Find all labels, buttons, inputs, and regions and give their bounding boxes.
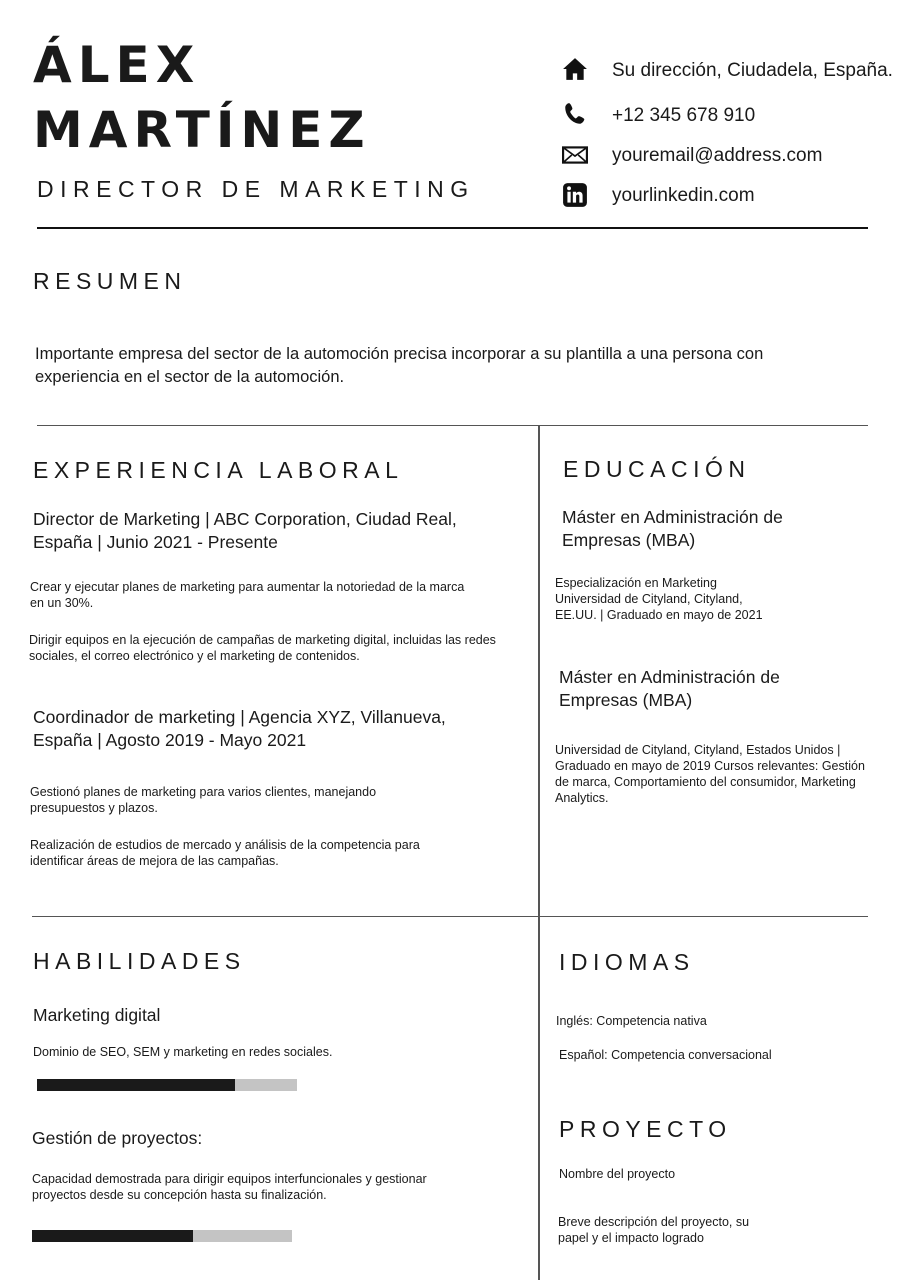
skills-heading: HABILIDADES — [33, 948, 246, 974]
address: Su dirección, Ciudadela, España. — [612, 60, 893, 81]
project-name: Nombre del proyecto — [559, 1167, 676, 1181]
header-divider — [37, 227, 868, 229]
job-bullet: Dirigir equipos en la ejecución de campañas de marketing digital, incluidas las redes sociales, el correo electrónico y el marketing de contenidos. — [29, 633, 496, 663]
job-title-2: Coordinador de marketing | Agencia XYZ, Villanueva, España | Agosto 2019 - Mayo 2021 — [33, 707, 446, 750]
email: youremail@address.com — [612, 145, 823, 166]
job-bullet: Crear y ejecutar planes de marketing para aumentar la notoriedad de la marca en un 30%. — [30, 580, 465, 610]
job-bullet: Realización de estudios de mercado y análisis de la competencia para identificar áreas de mejora de las campañas. — [30, 838, 420, 868]
skill-level-bar — [32, 1230, 292, 1242]
language-item: Inglés: Competencia nativa — [556, 1014, 707, 1028]
skill-description: Capacidad demostrada para dirigir equipos interfuncionales y gestionar proyectos desde su concepción hasta su finalización. — [32, 1172, 427, 1202]
divider — [32, 916, 868, 917]
degree-details: Especialización en Marketing Universidad de Cityland, Cityland, EE.UU. | Graduado en mayo de 2021 — [555, 576, 763, 622]
linkedin-icon — [562, 182, 588, 208]
degree-details: Universidad de Cityland, Cityland, Estados Unidos | Graduado en mayo de 2019 Cursos relevantes: Gestión de marca, Comportamiento del consumidor, Marketing Analytics. — [555, 743, 865, 805]
email-icon — [562, 142, 588, 168]
summary-heading: RESUMEN — [33, 268, 187, 294]
degree-1: Máster en Administración de Empresas (MBA) — [562, 507, 783, 550]
experience-heading: EXPERIENCIA LABORAL — [33, 457, 404, 483]
skill-level-bar — [37, 1079, 297, 1091]
skill-name: Marketing digital — [33, 1005, 161, 1025]
home-icon — [562, 56, 588, 82]
skill-level-fill — [37, 1079, 235, 1091]
skill-description: Dominio de SEO, SEM y marketing en redes sociales. — [33, 1045, 333, 1059]
job-title-1: Director de Marketing | ABC Corporation, Ciudad Real, España | Junio 2021 - Presente — [33, 509, 457, 552]
divider — [37, 425, 868, 426]
education-heading: EDUCACIÓN — [563, 456, 751, 482]
project-description: Breve descripción del proyecto, su papel y el impacto logrado — [558, 1215, 750, 1245]
linkedin: yourlinkedin.com — [612, 185, 755, 206]
summary-text: Importante empresa del sector de la automoción precisa incorporar a su plantilla a una persona con experiencia en el sector de la automoción. — [35, 345, 764, 386]
degree-2: Máster en Administración de Empresas (MBA) — [559, 667, 780, 710]
language-item: Español: Competencia conversacional — [559, 1048, 772, 1062]
languages-heading: IDIOMAS — [559, 949, 695, 975]
job-title: DIRECTOR DE MARKETING — [37, 176, 475, 202]
skill-name: Gestión de proyectos: — [32, 1128, 203, 1148]
first-name: ÁLEX — [33, 36, 201, 94]
job-bullet: Gestionó planes de marketing para varios clientes, manejando presupuestos y plazos. — [30, 785, 377, 815]
last-name: MARTÍNEZ — [33, 101, 371, 159]
skill-level-fill — [32, 1230, 193, 1242]
project-heading: PROYECTO — [559, 1116, 732, 1142]
phone: +12 345 678 910 — [612, 105, 756, 126]
phone-icon — [562, 101, 588, 127]
column-divider — [538, 426, 540, 1280]
